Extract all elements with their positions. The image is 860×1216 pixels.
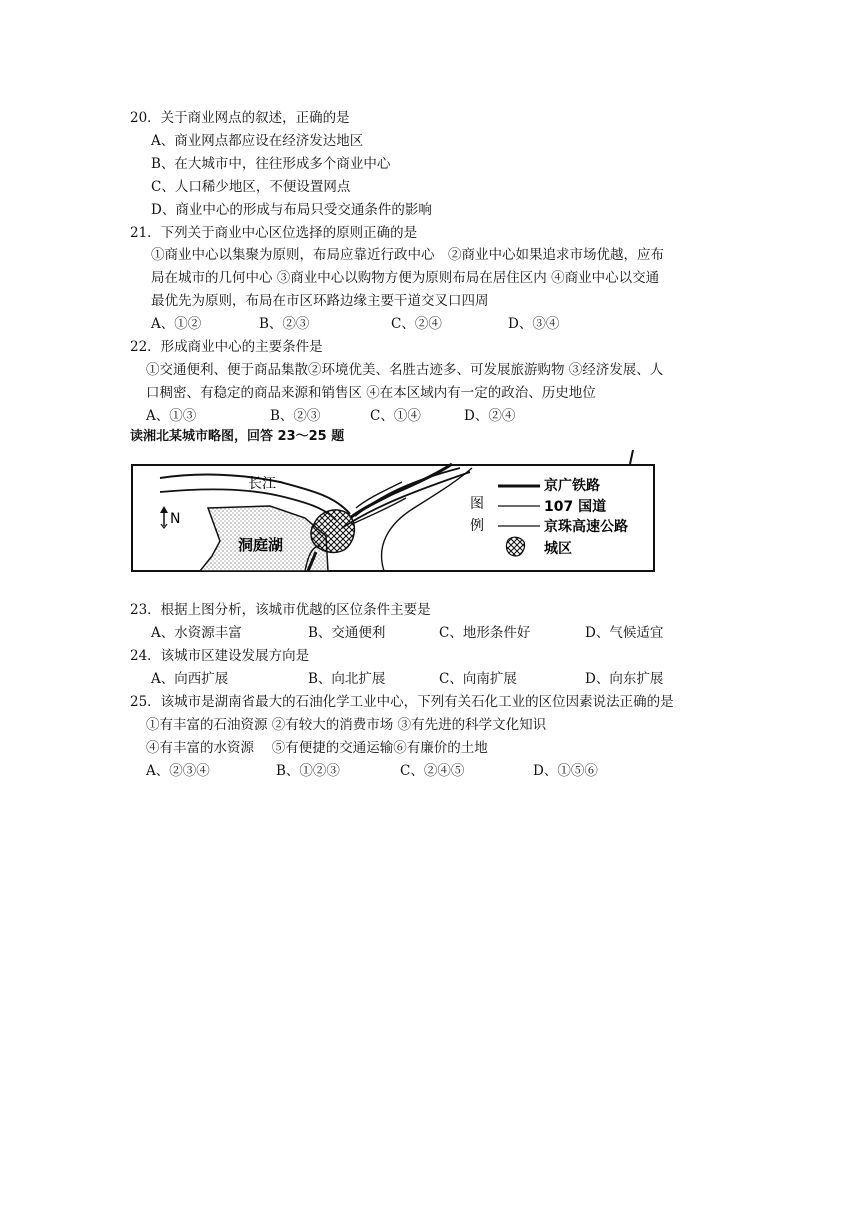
lake-label: 洞庭湖 (238, 536, 284, 554)
q24-option-b: B、向北扩展 (308, 671, 386, 687)
q20-option-c: C、人口稀少地区，不便设置网点 (151, 179, 351, 195)
q25-option-d: D、①⑤⑥ (533, 763, 598, 779)
q21-options (151, 315, 559, 333)
q23-stem: 23．根据上图分析，该城市优越的区位条件主要是 (130, 602, 431, 618)
q20-option-a: A、商业网点都应设在经济发达地区 (151, 133, 364, 149)
q22-option-c: C、①④ (370, 408, 421, 424)
legend-railway: 京广铁路 (544, 478, 600, 494)
q25-stem: 25．该城市是湖南省最大的石油化学工业中心，下列有关石化工业的区位因素说法正确的是 (130, 694, 674, 710)
legend-city: 城区 (544, 541, 572, 557)
q22-options (146, 407, 515, 425)
q24-option-c: C、向南扩展 (439, 671, 517, 687)
q24-stem: 24．该城市区建设发展方向是 (130, 648, 310, 664)
q21-option-d: D、③④ (508, 316, 560, 332)
q22-option-d: D、②④ (464, 408, 516, 424)
q25-line-1: ①有丰富的石油资源 ②有较大的消费市场 ③有先进的科学文化知识 (146, 717, 547, 733)
q21-option-c: C、②④ (391, 316, 442, 332)
q22-line-1: ①交通便利、便于商品集散②环境优美、名胜古迹多、可发展旅游购物 ③经济发展、人 (146, 362, 664, 378)
north-label: N (170, 511, 181, 527)
q23-option-b: B、交通便利 (308, 625, 386, 641)
q23-options (151, 624, 663, 642)
q21-line-2: 局在城市的几何中心 ③商业中心以购物方便为原则布局在居住区内 ④商业中心以交通 (151, 270, 660, 286)
q22-option-b: B、②③ (270, 408, 321, 424)
q21-line-1: ①商业中心以集聚为原则，布局应靠近行政中心 ②商业中心如果追求市场优越，应布 (151, 247, 664, 263)
q21-option-a: A、①② (151, 316, 202, 332)
q25-option-b: B、①②③ (276, 763, 340, 779)
q20-option-d: D、商业中心的形成与布局只受交通条件的影响 (151, 202, 432, 218)
q25-options (146, 762, 598, 780)
legend-title-1: 图 (470, 496, 484, 512)
legend-city-swatch (506, 537, 524, 556)
q23-option-d: D、气候适宜 (585, 625, 664, 641)
q21-line-3: 最优先为原则，布局在市区环路边缘主要干道交叉口四周 (151, 293, 489, 309)
legend-title-2: 例 (470, 518, 484, 534)
q23-option-a: A、水资源丰富 (151, 625, 242, 641)
q21-option-b: B、②③ (259, 316, 310, 332)
q22-line-2: 口稠密、有稳定的商品来源和销售区 ④在本区域内有一定的政治、历史地位 (146, 385, 596, 401)
q22-option-a: A、①③ (146, 408, 197, 424)
q20-option-b: B、在大城市中，往往形成多个商业中心 (151, 156, 391, 172)
legend-highway: 107 国道 (544, 499, 607, 515)
q23-option-c: C、地形条件好 (439, 625, 531, 641)
map-edge-mark (630, 450, 633, 464)
q24-option-a: A、向西扩展 (151, 671, 229, 687)
q22-stem: 22．形成商业中心的主要条件是 (130, 339, 323, 355)
river-label: 长江 (248, 476, 276, 492)
city-map (130, 446, 660, 576)
q20-stem: 20．关于商业网点的叙述，正确的是 (130, 110, 350, 126)
q25-option-c: C、②④⑤ (400, 763, 465, 779)
q24-option-d: D、向东扩展 (585, 671, 664, 687)
q24-options (151, 670, 663, 688)
q21-stem: 21．下列关于商业中心区位选择的原则正确的是 (130, 225, 418, 241)
q25-option-a: A、②③④ (146, 763, 210, 779)
legend-expressway: 京珠高速公路 (544, 519, 628, 535)
map-intro: 读湘北某城市略图，回答 23～25 题 (130, 429, 345, 444)
q25-line-2: ④有丰富的水资源 ⑤有便捷的交通运输⑥有廉价的土地 (146, 740, 488, 756)
